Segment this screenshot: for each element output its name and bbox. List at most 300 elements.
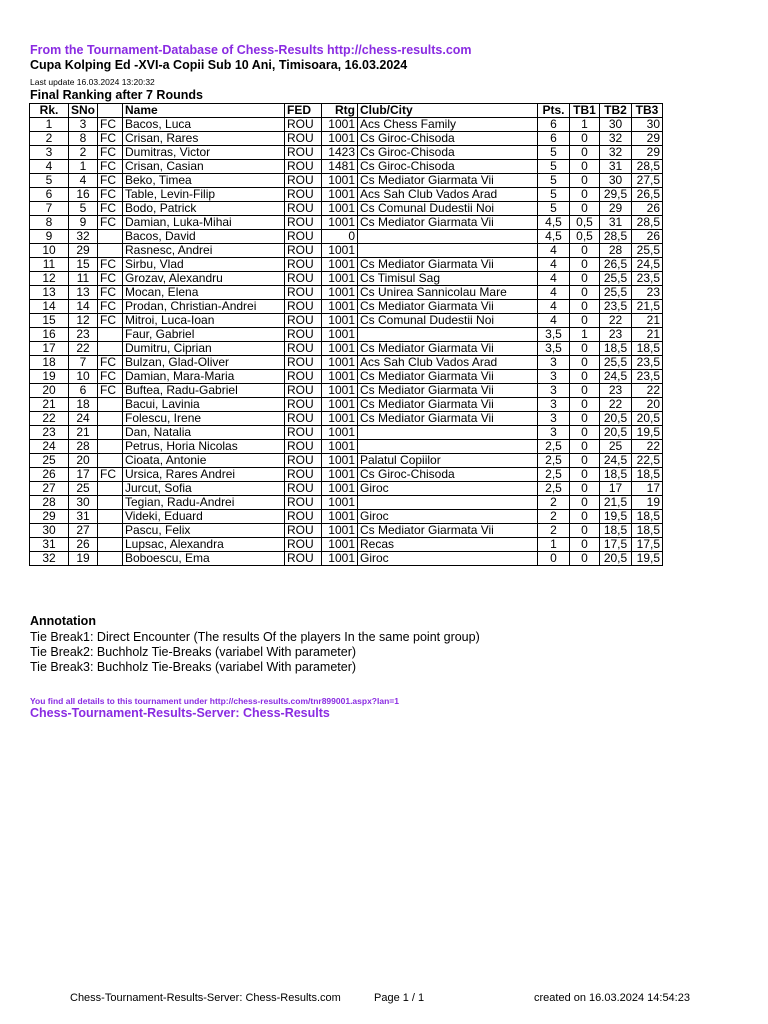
cell-club: Cs Unirea Sannicolau Mare — [358, 286, 538, 300]
cell-club — [358, 496, 538, 510]
cell-name: Lupsac, Alexandra — [123, 538, 285, 552]
cell-title: FC — [98, 202, 123, 216]
cell-title — [98, 230, 123, 244]
header-tb1: TB1 — [570, 104, 600, 118]
cell-title — [98, 510, 123, 524]
cell-sno: 1 — [69, 160, 98, 174]
cell-sno: 30 — [69, 496, 98, 510]
cell-name: Jurcut, Sofia — [123, 482, 285, 496]
cell-club: Cs Giroc-Chisoda — [358, 146, 538, 160]
cell-title: FC — [98, 132, 123, 146]
cell-tb1: 0 — [570, 370, 600, 384]
cell-name: Sirbu, Vlad — [123, 258, 285, 272]
cell-tb3: 26 — [632, 202, 663, 216]
cell-fed: ROU — [285, 356, 322, 370]
cell-sno: 20 — [69, 454, 98, 468]
cell-fed: ROU — [285, 188, 322, 202]
cell-tb3: 25,5 — [632, 244, 663, 258]
table-row — [30, 356, 663, 370]
cell-fed: ROU — [285, 370, 322, 384]
cell-rank: 20 — [30, 384, 69, 398]
cell-sno: 27 — [69, 524, 98, 538]
cell-club: Acs Sah Club Vados Arad — [358, 188, 538, 202]
cell-rtg: 1001 — [322, 356, 358, 370]
cell-name: Folescu, Irene — [123, 412, 285, 426]
cell-tb3: 19,5 — [632, 426, 663, 440]
cell-tb2: 25,5 — [600, 356, 632, 370]
cell-sno: 2 — [69, 146, 98, 160]
ranking-title: Final Ranking after 7 Rounds — [30, 88, 203, 102]
table-row — [30, 426, 663, 440]
cell-tb3: 23 — [632, 286, 663, 300]
cell-name: Boboescu, Ema — [123, 552, 285, 566]
cell-pts: 4 — [538, 300, 570, 314]
cell-tb2: 32 — [600, 146, 632, 160]
annotation-line: Tie Break3: Buchholz Tie-Breaks (variabel With parameter) — [30, 660, 357, 674]
cell-name: Buftea, Radu-Gabriel — [123, 384, 285, 398]
ranking-table — [29, 103, 663, 566]
cell-rank: 30 — [30, 524, 69, 538]
cell-name: Bodo, Patrick — [123, 202, 285, 216]
cell-tb1: 0 — [570, 146, 600, 160]
cell-tb2: 21,5 — [600, 496, 632, 510]
cell-sno: 19 — [69, 552, 98, 566]
cell-tb2: 23 — [600, 384, 632, 398]
cell-name: Dumitras, Victor — [123, 146, 285, 160]
cell-title: FC — [98, 468, 123, 482]
cell-rank: 14 — [30, 300, 69, 314]
cell-rank: 12 — [30, 272, 69, 286]
cell-rtg: 1001 — [322, 174, 358, 188]
cell-pts: 3,5 — [538, 328, 570, 342]
cell-tb2: 25,5 — [600, 272, 632, 286]
cell-name: Bulzan, Glad-Oliver — [123, 356, 285, 370]
cell-name: Bacos, Luca — [123, 118, 285, 132]
cell-tb2: 24,5 — [600, 370, 632, 384]
cell-rank: 10 — [30, 244, 69, 258]
cell-pts: 5 — [538, 146, 570, 160]
cell-tb2: 20,5 — [600, 552, 632, 566]
cell-pts: 5 — [538, 188, 570, 202]
cell-name: Bacos, David — [123, 230, 285, 244]
table-row — [30, 160, 663, 174]
cell-title: FC — [98, 174, 123, 188]
cell-pts: 2,5 — [538, 454, 570, 468]
cell-pts: 2 — [538, 510, 570, 524]
cell-rank: 3 — [30, 146, 69, 160]
cell-club: Cs Mediator Giarmata Vii — [358, 412, 538, 426]
cell-club — [358, 230, 538, 244]
cell-club: Recas — [358, 538, 538, 552]
cell-rank: 15 — [30, 314, 69, 328]
cell-fed: ROU — [285, 426, 322, 440]
cell-tb1: 0 — [570, 412, 600, 426]
cell-sno: 11 — [69, 272, 98, 286]
cell-club — [358, 328, 538, 342]
header-name: Name — [123, 104, 285, 118]
cell-pts: 2,5 — [538, 468, 570, 482]
cell-rank: 18 — [30, 356, 69, 370]
cell-tb2: 18,5 — [600, 468, 632, 482]
cell-rtg: 1001 — [322, 300, 358, 314]
cell-rtg: 1001 — [322, 468, 358, 482]
cell-pts: 2 — [538, 496, 570, 510]
cell-tb3: 20,5 — [632, 412, 663, 426]
cell-sno: 6 — [69, 384, 98, 398]
cell-tb2: 17 — [600, 482, 632, 496]
cell-club: Cs Mediator Giarmata Vii — [358, 174, 538, 188]
cell-tb3: 21 — [632, 328, 663, 342]
table-row — [30, 440, 663, 454]
cell-tb1: 0 — [570, 244, 600, 258]
cell-fed: ROU — [285, 118, 322, 132]
cell-rank: 21 — [30, 398, 69, 412]
cell-sno: 31 — [69, 510, 98, 524]
table-row — [30, 538, 663, 552]
cell-tb2: 22 — [600, 398, 632, 412]
table-row — [30, 510, 663, 524]
cell-tb3: 20 — [632, 398, 663, 412]
header-pts: Pts. — [538, 104, 570, 118]
cell-sno: 13 — [69, 286, 98, 300]
cell-sno: 12 — [69, 314, 98, 328]
cell-name: Ursica, Rares Andrei — [123, 468, 285, 482]
cell-rtg: 1001 — [322, 202, 358, 216]
cell-tb2: 23 — [600, 328, 632, 342]
cell-club: Cs Mediator Giarmata Vii — [358, 384, 538, 398]
cell-rtg: 1001 — [322, 440, 358, 454]
cell-rank: 11 — [30, 258, 69, 272]
cell-name: Bacui, Lavinia — [123, 398, 285, 412]
table-row — [30, 384, 663, 398]
cell-tb1: 0,5 — [570, 230, 600, 244]
cell-title: FC — [98, 188, 123, 202]
cell-fed: ROU — [285, 482, 322, 496]
cell-rtg: 1001 — [322, 342, 358, 356]
cell-fed: ROU — [285, 160, 322, 174]
cell-sno: 15 — [69, 258, 98, 272]
cell-rtg: 1001 — [322, 482, 358, 496]
table-header-row — [30, 104, 663, 118]
cell-tb1: 0 — [570, 188, 600, 202]
header-rank: Rk. — [30, 104, 69, 118]
annotation-heading: Annotation — [30, 614, 96, 628]
cell-rtg: 1001 — [322, 552, 358, 566]
cell-tb1: 0 — [570, 398, 600, 412]
tournament-title: Cupa Kolping Ed -XVI-a Copii Sub 10 Ani, Timisoara, 16.03.2024 — [30, 58, 408, 72]
annotation-line: Tie Break2: Buchholz Tie-Breaks (variabel With parameter) — [30, 645, 357, 659]
cell-fed: ROU — [285, 230, 322, 244]
cell-pts: 5 — [538, 174, 570, 188]
cell-club — [358, 440, 538, 454]
table-row — [30, 174, 663, 188]
cell-tb2: 26,5 — [600, 258, 632, 272]
cell-tb2: 25 — [600, 440, 632, 454]
cell-pts: 3 — [538, 412, 570, 426]
cell-rtg: 1423 — [322, 146, 358, 160]
cell-sno: 22 — [69, 342, 98, 356]
cell-tb1: 0 — [570, 426, 600, 440]
cell-sno: 9 — [69, 216, 98, 230]
cell-name: Crisan, Rares — [123, 132, 285, 146]
cell-title: FC — [98, 356, 123, 370]
cell-tb3: 22 — [632, 440, 663, 454]
cell-title: FC — [98, 370, 123, 384]
cell-tb3: 27,5 — [632, 174, 663, 188]
cell-club — [358, 244, 538, 258]
cell-club: Cs Mediator Giarmata Vii — [358, 300, 538, 314]
cell-club: Cs Mediator Giarmata Vii — [358, 370, 538, 384]
cell-fed: ROU — [285, 384, 322, 398]
cell-fed: ROU — [285, 216, 322, 230]
cell-fed: ROU — [285, 258, 322, 272]
footer-created: created on 16.03.2024 14:54:23 — [534, 992, 690, 1004]
cell-rank: 13 — [30, 286, 69, 300]
cell-tb2: 18,5 — [600, 342, 632, 356]
cell-name: Beko, Timea — [123, 174, 285, 188]
cell-sno: 4 — [69, 174, 98, 188]
server-link[interactable]: Chess-Tournament-Results-Server: Chess-Results — [30, 706, 330, 720]
cell-title: FC — [98, 384, 123, 398]
cell-rtg: 1001 — [322, 188, 358, 202]
cell-club: Cs Comunal Dudestii Noi — [358, 314, 538, 328]
cell-fed: ROU — [285, 342, 322, 356]
cell-tb1: 0 — [570, 174, 600, 188]
cell-tb2: 30 — [600, 174, 632, 188]
table-row — [30, 188, 663, 202]
cell-pts: 6 — [538, 132, 570, 146]
source-link[interactable]: From the Tournament-Database of Chess-Results http://chess-results.com — [30, 43, 472, 57]
cell-club: Giroc — [358, 510, 538, 524]
cell-tb2: 28,5 — [600, 230, 632, 244]
cell-pts: 4,5 — [538, 216, 570, 230]
cell-sno: 26 — [69, 538, 98, 552]
cell-tb1: 0 — [570, 160, 600, 174]
cell-rtg: 1001 — [322, 244, 358, 258]
cell-sno: 24 — [69, 412, 98, 426]
cell-tb3: 19 — [632, 496, 663, 510]
cell-sno: 21 — [69, 426, 98, 440]
cell-rtg: 1001 — [322, 272, 358, 286]
cell-rank: 28 — [30, 496, 69, 510]
cell-rank: 27 — [30, 482, 69, 496]
cell-tb3: 23,5 — [632, 272, 663, 286]
cell-tb2: 19,5 — [600, 510, 632, 524]
cell-pts: 6 — [538, 118, 570, 132]
table-row — [30, 496, 663, 510]
cell-club: Cs Giroc-Chisoda — [358, 132, 538, 146]
header-title — [98, 104, 123, 118]
cell-tb2: 22 — [600, 314, 632, 328]
cell-tb1: 1 — [570, 328, 600, 342]
header-club: Club/City — [358, 104, 538, 118]
cell-sno: 10 — [69, 370, 98, 384]
cell-title: FC — [98, 118, 123, 132]
table-row — [30, 398, 663, 412]
table-row — [30, 300, 663, 314]
cell-rtg: 0 — [322, 230, 358, 244]
cell-pts: 0 — [538, 552, 570, 566]
cell-club: Cs Timisul Sag — [358, 272, 538, 286]
cell-rtg: 1001 — [322, 118, 358, 132]
cell-fed: ROU — [285, 132, 322, 146]
cell-rank: 4 — [30, 160, 69, 174]
cell-tb1: 0 — [570, 482, 600, 496]
table-row — [30, 244, 663, 258]
cell-title — [98, 342, 123, 356]
cell-title: FC — [98, 286, 123, 300]
cell-tb1: 0 — [570, 258, 600, 272]
cell-club: Palatul Copiilor — [358, 454, 538, 468]
cell-title: FC — [98, 314, 123, 328]
cell-name: Mitroi, Luca-Ioan — [123, 314, 285, 328]
cell-rank: 25 — [30, 454, 69, 468]
cell-sno: 8 — [69, 132, 98, 146]
cell-tb3: 23,5 — [632, 370, 663, 384]
cell-title — [98, 412, 123, 426]
cell-rank: 29 — [30, 510, 69, 524]
cell-pts: 3 — [538, 426, 570, 440]
table-row — [30, 454, 663, 468]
cell-pts: 3,5 — [538, 342, 570, 356]
cell-sno: 23 — [69, 328, 98, 342]
cell-rtg: 1001 — [322, 510, 358, 524]
cell-rank: 1 — [30, 118, 69, 132]
cell-name: Faur, Gabriel — [123, 328, 285, 342]
table-row — [30, 272, 663, 286]
cell-tb3: 22,5 — [632, 454, 663, 468]
cell-tb2: 23,5 — [600, 300, 632, 314]
cell-title — [98, 398, 123, 412]
cell-rank: 2 — [30, 132, 69, 146]
cell-tb1: 0 — [570, 342, 600, 356]
cell-tb1: 0 — [570, 132, 600, 146]
header-tb2: TB2 — [600, 104, 632, 118]
cell-rank: 31 — [30, 538, 69, 552]
cell-club: Giroc — [358, 482, 538, 496]
details-link[interactable]: You find all details to this tournament under http://chess-results.com/tnr899001.aspx?lan=1 — [30, 696, 399, 706]
cell-tb1: 0 — [570, 202, 600, 216]
cell-fed: ROU — [285, 146, 322, 160]
cell-title — [98, 482, 123, 496]
cell-fed: ROU — [285, 538, 322, 552]
cell-rank: 9 — [30, 230, 69, 244]
cell-tb3: 19,5 — [632, 552, 663, 566]
cell-sno: 3 — [69, 118, 98, 132]
cell-tb1: 0 — [570, 384, 600, 398]
cell-sno: 18 — [69, 398, 98, 412]
cell-rtg: 1001 — [322, 524, 358, 538]
table-row — [30, 258, 663, 272]
cell-name: Mocan, Elena — [123, 286, 285, 300]
cell-rank: 5 — [30, 174, 69, 188]
cell-name: Table, Levin-Filip — [123, 188, 285, 202]
annotation-block — [30, 614, 480, 675]
cell-fed: ROU — [285, 300, 322, 314]
cell-name: Videki, Eduard — [123, 510, 285, 524]
cell-pts: 3 — [538, 398, 570, 412]
cell-tb3: 18,5 — [632, 524, 663, 538]
cell-title: FC — [98, 146, 123, 160]
cell-sno: 32 — [69, 230, 98, 244]
cell-name: Damian, Mara-Maria — [123, 370, 285, 384]
cell-tb3: 18,5 — [632, 342, 663, 356]
cell-rtg: 1001 — [322, 496, 358, 510]
table-row — [30, 552, 663, 566]
cell-tb2: 31 — [600, 216, 632, 230]
header-sno: SNo — [69, 104, 98, 118]
cell-title — [98, 440, 123, 454]
cell-pts: 4 — [538, 286, 570, 300]
cell-fed: ROU — [285, 398, 322, 412]
cell-tb2: 29,5 — [600, 188, 632, 202]
cell-fed: ROU — [285, 412, 322, 426]
cell-title — [98, 496, 123, 510]
cell-pts: 2,5 — [538, 482, 570, 496]
cell-tb1: 0 — [570, 468, 600, 482]
cell-sno: 7 — [69, 356, 98, 370]
cell-sno: 29 — [69, 244, 98, 258]
cell-fed: ROU — [285, 552, 322, 566]
cell-rtg: 1001 — [322, 538, 358, 552]
cell-title: FC — [98, 300, 123, 314]
cell-title — [98, 426, 123, 440]
cell-tb3: 17,5 — [632, 538, 663, 552]
annotation-line: Tie Break1: Direct Encounter (The results Of the players In the same point group) — [30, 630, 480, 644]
header-tb3: TB3 — [632, 104, 663, 118]
cell-fed: ROU — [285, 174, 322, 188]
cell-tb3: 22 — [632, 384, 663, 398]
cell-fed: ROU — [285, 440, 322, 454]
cell-title: FC — [98, 258, 123, 272]
cell-tb1: 0 — [570, 440, 600, 454]
cell-fed: ROU — [285, 272, 322, 286]
cell-pts: 1 — [538, 538, 570, 552]
cell-rank: 22 — [30, 412, 69, 426]
cell-club: Cs Mediator Giarmata Vii — [358, 342, 538, 356]
cell-tb1: 0 — [570, 524, 600, 538]
cell-tb2: 20,5 — [600, 412, 632, 426]
header-fed: FED — [285, 104, 322, 118]
cell-pts: 5 — [538, 160, 570, 174]
cell-rank: 7 — [30, 202, 69, 216]
cell-tb2: 20,5 — [600, 426, 632, 440]
cell-name: Cioata, Antonie — [123, 454, 285, 468]
cell-tb1: 1 — [570, 118, 600, 132]
cell-pts: 3 — [538, 370, 570, 384]
cell-tb1: 0 — [570, 496, 600, 510]
cell-name: Prodan, Christian-Andrei — [123, 300, 285, 314]
cell-tb3: 28,5 — [632, 216, 663, 230]
cell-title — [98, 454, 123, 468]
table-row — [30, 482, 663, 496]
cell-rtg: 1481 — [322, 160, 358, 174]
cell-tb2: 17,5 — [600, 538, 632, 552]
cell-title — [98, 244, 123, 258]
cell-tb3: 17 — [632, 482, 663, 496]
cell-tb2: 31 — [600, 160, 632, 174]
cell-title — [98, 552, 123, 566]
cell-tb2: 29 — [600, 202, 632, 216]
cell-club — [358, 426, 538, 440]
table-row — [30, 202, 663, 216]
cell-tb1: 0,5 — [570, 216, 600, 230]
cell-pts: 3 — [538, 384, 570, 398]
cell-title: FC — [98, 272, 123, 286]
cell-tb1: 0 — [570, 356, 600, 370]
cell-pts: 4 — [538, 258, 570, 272]
cell-rtg: 1001 — [322, 314, 358, 328]
